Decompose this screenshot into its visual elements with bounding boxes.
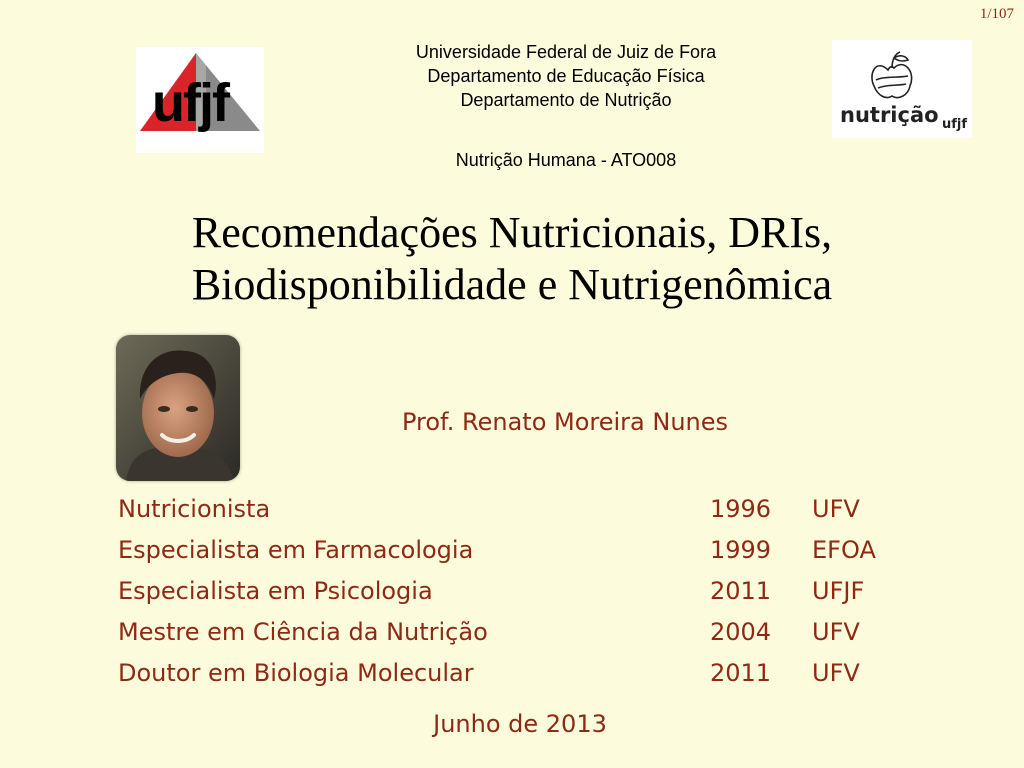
- credential-row: [118, 611, 938, 652]
- credential-institution: UFJF: [812, 576, 865, 605]
- credential-year: 2011: [710, 576, 772, 605]
- credential-row: [118, 488, 938, 529]
- university-name: Universidade Federal de Juiz de Fora: [415, 42, 717, 62]
- course-name: Nutrição Humana - ATO008: [455, 150, 677, 170]
- page-number: 1/107: [979, 6, 1014, 22]
- ufjf-logo-graphic: [136, 47, 264, 153]
- nutricao-logo: [832, 40, 972, 138]
- department-nutrition: Departamento de Nutrição: [460, 90, 672, 110]
- credential-row: [118, 529, 938, 570]
- svg-text:nutrição: nutrição: [840, 103, 939, 127]
- credential-institution: UFV: [812, 658, 860, 687]
- institution-header: [300, 40, 832, 112]
- credential-row: [118, 652, 938, 693]
- credentials-list: [118, 488, 938, 693]
- credential-year: 2004: [710, 617, 772, 646]
- credential-year: 1996: [710, 494, 772, 523]
- credential-title: Especialista em Psicologia: [118, 576, 433, 605]
- title-line-2: Biodisponibilidade e Nutrigenômica: [191, 260, 833, 309]
- svg-text:ufjf: ufjf: [942, 117, 968, 132]
- credential-title: Mestre em Ciência da Nutrição: [118, 617, 488, 646]
- credential-year: 1999: [710, 535, 772, 564]
- department-physical-education: Departamento de Educação Física: [427, 66, 705, 86]
- presentation-date: Junho de 2013: [433, 710, 607, 738]
- professor-photo: [116, 335, 240, 481]
- apple-icon: [832, 40, 972, 138]
- credential-institution: UFV: [812, 617, 860, 646]
- presentation-title: [60, 207, 964, 311]
- credential-title: Doutor em Biologia Molecular: [118, 658, 474, 687]
- credential-row: [118, 570, 938, 611]
- credential-title: Especialista em Farmacologia: [118, 535, 474, 564]
- portrait-graphic: [116, 335, 240, 481]
- ufjf-logo: [136, 47, 264, 153]
- credential-institution: EFOA: [812, 535, 876, 564]
- credential-institution: UFV: [812, 494, 860, 523]
- credential-year: 2011: [710, 658, 772, 687]
- credential-title: Nutricionista: [118, 494, 271, 523]
- title-line-1: Recomendações Nutricionais, DRIs,: [191, 208, 833, 257]
- svg-text:ufjf: ufjf: [152, 73, 228, 133]
- professor-name: Prof. Renato Moreira Nunes: [401, 408, 729, 436]
